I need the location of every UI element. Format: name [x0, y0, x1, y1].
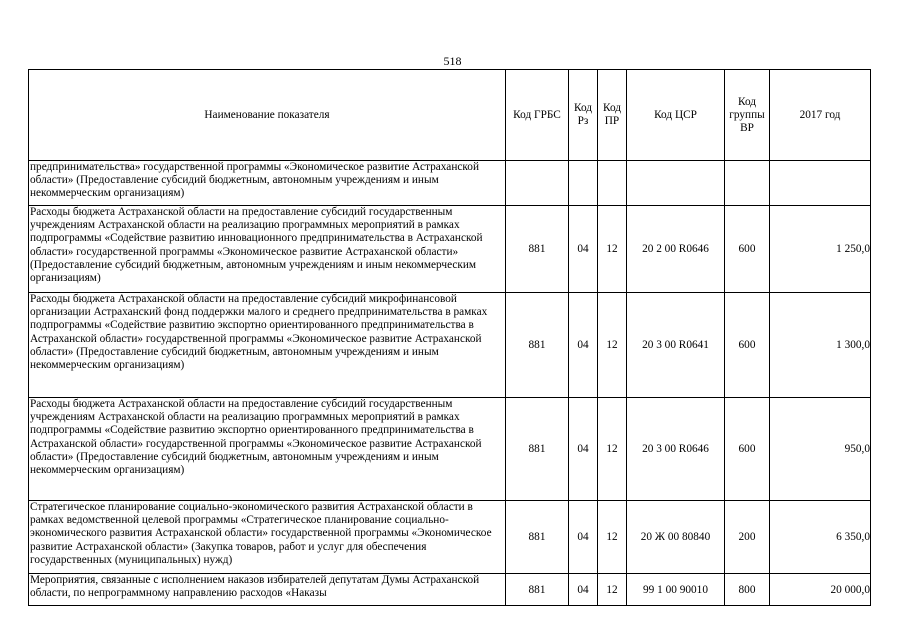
- row-amount: 6 350,0: [770, 501, 871, 574]
- table-row: [29, 293, 871, 398]
- row-rz: 04: [569, 501, 598, 574]
- row-csr: 20 2 00 R0646: [627, 206, 725, 293]
- row-grbs: 881: [506, 206, 569, 293]
- row-pr: 12: [598, 501, 627, 574]
- header-vr: Код группы ВР: [725, 70, 770, 161]
- header-name: Наименование показателя: [29, 70, 506, 161]
- row-vr: 600: [725, 206, 770, 293]
- row-amount: [770, 161, 871, 206]
- row-name: Стратегическое планирование социально-экономического развития Астраханской области в рамках ведомственной целевой программы «Стратегическое планирование социально-экономического развития Астраханской области» государственной программы «Экономическое развитие Астраханской области» (Закупка товаров, работ и услуг для обеспечения государственных (муниципальных) нужд): [29, 501, 506, 574]
- table-row: [29, 206, 871, 293]
- row-grbs: 881: [506, 398, 569, 501]
- row-grbs: 881: [506, 501, 569, 574]
- row-pr: [598, 161, 627, 206]
- row-rz: 04: [569, 206, 598, 293]
- row-csr: 20 3 00 R0646: [627, 398, 725, 501]
- row-grbs: 881: [506, 574, 569, 606]
- row-grbs: 881: [506, 293, 569, 398]
- row-amount: 950,0: [770, 398, 871, 501]
- row-vr: 600: [725, 398, 770, 501]
- row-grbs: [506, 161, 569, 206]
- row-csr: 99 1 00 90010: [627, 574, 725, 606]
- table-row: [29, 398, 871, 501]
- row-pr: 12: [598, 398, 627, 501]
- row-vr: 800: [725, 574, 770, 606]
- row-rz: 04: [569, 293, 598, 398]
- row-name: Расходы бюджета Астраханской области на предоставление субсидий микрофинансовой организации Астраханский фонд поддержки малого и среднего предпринимательства в рамках подпрограммы «Содействие развитию экспортно ориентированного предпринимательства в Астраханской области» государственной программы «Экономическое развитие Астраханской области» (Предоставление субсидий бюджетным, автономным учреждениям и иным некоммерческим организациям): [29, 293, 506, 398]
- table-row: [29, 501, 871, 574]
- row-rz: [569, 161, 598, 206]
- table-row: [29, 161, 871, 206]
- row-name: Мероприятия, связанные с исполнением наказов избирателей депутатам Думы Астраханской области, по непрограммному направлению расходов «Наказы: [29, 574, 506, 606]
- header-csr: Код ЦСР: [627, 70, 725, 161]
- header-rz: Код Рз: [569, 70, 598, 161]
- row-pr: 12: [598, 206, 627, 293]
- row-vr: [725, 161, 770, 206]
- header-year: 2017 год: [770, 70, 871, 161]
- header-grbs: Код ГРБС: [506, 70, 569, 161]
- page-number: 518: [443, 54, 462, 68]
- row-amount: 1 300,0: [770, 293, 871, 398]
- row-rz: 04: [569, 574, 598, 606]
- row-rz: 04: [569, 398, 598, 501]
- row-amount: 1 250,0: [770, 206, 871, 293]
- row-amount: 20 000,0: [770, 574, 871, 606]
- header-pr: Код ПР: [598, 70, 627, 161]
- row-name: Расходы бюджета Астраханской области на предоставление субсидий государственным учреждениям Астраханской области на реализацию программных мероприятий в рамках подпрограммы «Содействие развитию экспортно ориентированного предпринимательства в Астраханской области» государственной программы «Экономическое развитие Астраханской области» (Предоставление субсидий бюджетным, автономным учреждениям и иным некоммерческим организациям): [29, 398, 506, 501]
- row-pr: 12: [598, 574, 627, 606]
- row-pr: 12: [598, 293, 627, 398]
- row-csr: 20 Ж 00 80840: [627, 501, 725, 574]
- row-name: Расходы бюджета Астраханской области на предоставление субсидий государственным учреждениям Астраханской области на реализацию программных мероприятий в рамках подпрограммы «Содействие развитию инновационного предпринимательства в Астраханской области» государственной программы «Экономическое развитие Астраханской области» (Предоставление субсидий бюджетным, автономным учреждениям и иным некоммерческим организациям): [29, 206, 506, 293]
- row-csr: [627, 161, 725, 206]
- row-vr: 200: [725, 501, 770, 574]
- budget-table: [28, 69, 871, 606]
- table-row: [29, 574, 871, 606]
- row-csr: 20 3 00 R0641: [627, 293, 725, 398]
- row-vr: 600: [725, 293, 770, 398]
- header-row: [29, 70, 871, 161]
- row-name: предпринимательства» государственной программы «Экономическое развитие Астраханской области» (Предоставление субсидий бюджетным, автономным учреждениям и иным некоммерческим организациям): [29, 161, 506, 206]
